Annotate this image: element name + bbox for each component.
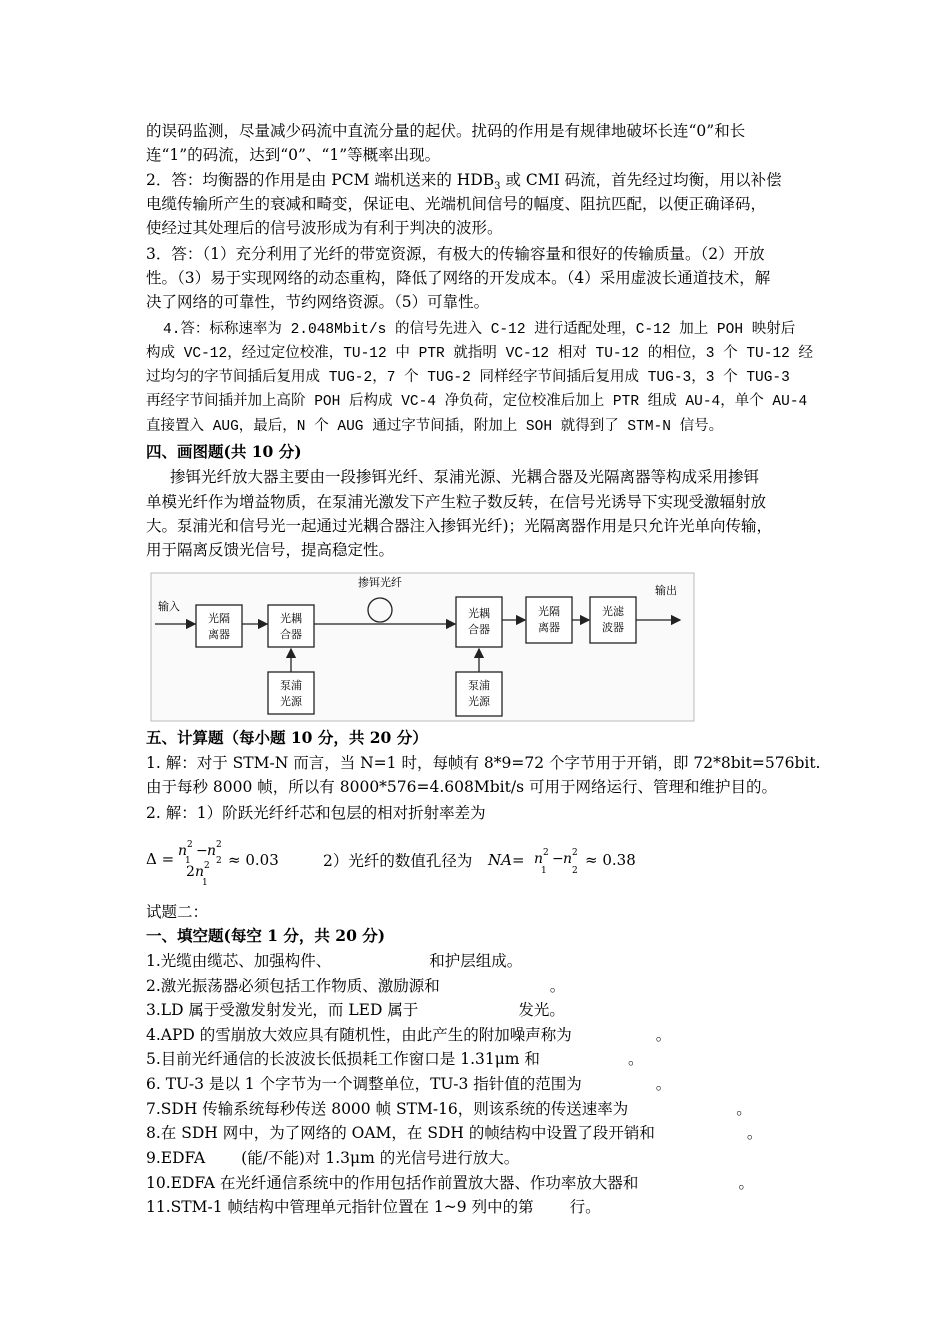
fill-in-heading: 一、填空题(每空 1 分，共 20 分) [146,926,386,945]
question-9: 9.EDFA (能/不能)对 1.3μm 的光信号进行放大。 [146,1149,520,1167]
answer-3-line: 性。（3）易于实现网络的动态重构，降低了网络的开发成本。（4）采用虚波长通道技术，解 [146,269,771,287]
isolator-2-label-line1: 光隔 [538,605,560,618]
document-page: 的误码监测，尽量减少码流中直流分量的起伏。扰码的作用是有规律地破坏长连“0”和长 连“1”的码流，达到“0”、“1”等概率出现。 2．答：均衡器的作用是由 PCM 端机送来的 $HDB_3$ 或 CMI 码流，首先经过均衡，用以补偿 电缆传输所产生的衰减和畸变，保证电、光端机间信号的幅度、阻抗匹配，以便正确译码， 使经过其处理后的信号波形成为有利于判决的波形。 3．答：（1）充分利用了光纤的带宽资源，有极大的传输容量和很好的传输质量。（2）开放 性。（3）易于实现网络的动态重构，降低了网络的开发成本。（4）采用虚波长通道技术，解 决了网络的可靠性，节约网络资源。（5）可靠性。 4.答：标称速率为 2.048Mbit/s 的信号先进入 C-12 进行适配处理，C-12 加上 POH 映射后 构成 VC-12，经过定位校准，TU-12 中 PTR 就指明 VC-12 相对 TU-12 的相位，3 个 TU-12 经 过均匀的字节间插后复用成 TUG-2，7 个 TUG-2 同样经字节间插后复用成 TUG-3，3 个 TUG-3 再经字节间插并加上高阶 POH 后构成 VC-4 净负荷，定位校准后加上 PTR 组成 AU-4，单个 AU-4 直接置入 AUG，最后，N 个 AUG 通过字节间插，附加上 SOH 就得到了 STM-N 信号。 四、画图题(共 10 分) 掺铒光纤放大器主要由一段掺铒光纤、泵浦光源、光耦合器及光隔离器等构成采用掺铒 单模光纤作为增益物质，在泵浦光激发下产生粒子数反转，在信号光诱导下实现受激辐射放 大。泵浦光和信号光一起通过光耦合器注入掺铒光纤)；光隔离器作用是只允许光单向传输， 用于隔离反馈光信号，提高稳定性。 输入 光隔 离器 光耦 合器 泵浦 光源 掺铒光纤 光耦 合器 泵浦 光源 光隔 离器 光滤 波器 输出 五、计算题（每小题 10 分，共 20 分） 1. 解：对于 STM-N 而言，当 N=1 时，每帧有 8*9=72 个字节用于开销，即 72*8bit=576bit. 由于每秒 8000 帧，所以有 8000*576=4.608Mbit/s 可用于网络运行、管理和维护目的。 2. 解：1）阶跃光纤纤芯和包层的相对折射率差为 Δ = n 2 1 − n 2 2 2 n 2 1 ≈ 0.03 2）光纤的数值孔径为 NA = n 2 1 − n 2 2 ≈ 0.38 试题二： 一、填空题(每空 1 分，共 20 分) 1.光缆由缆芯、加强构件、 和护层组成。 2.激光振荡器必须包括工作物质、激励源和 。 3.LD 属于受激发射发光，而 LED 属于 发光。 4.APD 的雪崩放大效应具有随机性，由此产生的附加噪声称为 。 5.目前光纤通信的长波波长低损耗工作窗口是 1.31μm 和 。 6. TU-3 是以 1 个字节为一个调整单位，TU-3 指针值的范围为 。 7.SDH 传输系统每秒传送 8000 帧 STM-16，则该系统的传送速率为 。 8.在 SDH 网中，为了网络的 OAM，在 SDH 的帧结构中设置了段开销和 。 9.EDFA (能/不能)对 1.3μm 的光信号进行放大。 10.EDFA 在光纤通信系统中的作用包括作前置放大器、作功率放大器和 。 11.STM-1 帧结构中管理单元指针位置在 1~9 列中的第 行。 [146,122,821,1216]
answer-text-line: 的误码监测，尽量减少码流中直流分量的起伏。扰码的作用是有规律地破坏长连“0”和长 [146,122,746,140]
pump-1-label-line2: 光源 [280,695,302,708]
question-1: 1.光缆由缆芯、加强构件、 和护层组成。 [146,952,523,970]
section-4-paragraph-line: 单模光纤作为增益物质，在泵浦光激发下产生粒子数反转，在信号光诱导下实现受激辐射放 [146,493,767,511]
isolator-2-label-line2: 离器 [538,621,560,634]
coupler-2-label-line1: 光耦 [468,607,490,620]
diagram-input-label: 输入 [158,600,180,613]
section-4-paragraph-line: 掺铒光纤放大器主要由一段掺铒光纤、泵浦光源、光耦合器及光隔离器等构成采用掺铒 [170,468,760,486]
optical-filter [590,597,636,643]
pump-2-label-line1: 泵浦 [468,679,490,692]
pump-1-label-line1: 泵浦 [280,679,302,692]
optical-isolator-2 [526,597,572,643]
question-2: 2.激光振荡器必须包括工作物质、激励源和 。 [146,977,566,995]
section-4-paragraph-line: 大。泵浦光和信号光一起通过光耦合器注入掺铒光纤)；光隔离器作用是只允许光单向传输， [146,517,773,535]
optical-coupler-2 [456,597,502,647]
answer-4-line: 构成 VC-12，经过定位校准，TU-12 中 PTR 就指明 VC-12 相对 TU-12 的相位，3 个 TU-12 经 [146,346,814,362]
diagram-output-label: 输出 [655,584,677,597]
answer-2-line: 2．答：均衡器的作用是由 PCM 端机送来的 $HDB_3$ 或 CMI 码流，首先经过均衡，用以补偿 [146,171,782,193]
question-6: 6. TU-3 是以 1 个字节为一个调整单位，TU-3 指针值的范围为 。 [146,1075,672,1093]
filter-label-line2: 波器 [602,621,624,634]
answer-4-line: 直接置入 AUG，最后，N 个 AUG 通过字节间插，附加上 SOH 就得到了 STM-N 信号。 [146,419,724,435]
answer-4-line: 再经字节间插并加上高阶 POH 后构成 VC-4 净负荷，定位校准后加上 PTR 组成 AU-4，单个 AU-4 [146,394,808,410]
isolator-1-label-line1: 光隔 [208,612,230,625]
question-3: 3.LD 属于受激发射发光，而 LED 属于 发光。 [146,1001,565,1019]
coupler-1-label-line2: 合器 [280,628,302,641]
answer-text-line: 连“1”的码流，达到“0”、“1”等概率出现。 [146,146,441,164]
question-11: 11.STM-1 帧结构中管理单元指针位置在 1~9 列中的第 行。 [146,1198,601,1216]
equation-delta-result: ≈ 0.03 [228,851,279,869]
answer-2-line: 使经过其处理后的信号波形成为有利于判决的波形。 [146,219,503,237]
answer-3-line: 决了网络的可靠性，节约网络资源。（5）可靠性。 [146,293,490,311]
section-4-paragraph-line: 用于隔离反馈光信号，提高稳定性。 [146,541,395,559]
pump-2-label-line2: 光源 [468,695,490,708]
calc-2-line: 2. 解：1）阶跃光纤纤芯和包层的相对折射率差为 [146,804,486,822]
question-4: 4.APD 的雪崩放大效应具有随机性，由此产生的附加噪声称为 。 [146,1026,672,1044]
erbium-fiber-label: 掺铒光纤 [358,576,402,589]
equation-na-result: ≈ 0.38 [585,851,636,869]
section-5-heading: 五、计算题（每小题 10 分，共 20 分） [146,728,428,747]
question-7: 7.SDH 传输系统每秒传送 8000 帧 STM-16，则该系统的传送速率为 。 [146,1100,752,1118]
edfa-block-diagram [150,572,695,722]
answer-3-line: 3．答：（1）充分利用了光纤的带宽资源，有极大的传输容量和很好的传输质量。（2）开放 [146,245,765,263]
calc-1-line: 1. 解：对于 STM-N 而言，当 N=1 时，每帧有 8*9=72 个字节用于开销，即 72*8bit=576bit. [146,754,821,772]
question-8: 8.在 SDH 网中，为了网络的 OAM，在 SDH 的帧结构中设置了段开销和 。 [146,1124,763,1142]
calc-1-line: 由于每秒 8000 帧，所以有 8000*576=4.608Mbit/s 可用于网络运行、管理和维护目的。 [146,778,777,796]
equation-na-label: 2）光纤的数值孔径为 [323,852,473,870]
isolator-1-label-line2: 离器 [208,628,230,641]
section-4-heading: 四、画图题(共 10 分) [146,442,302,461]
question-5: 5.目前光纤通信的长波波长低损耗工作窗口是 1.31μm 和 。 [146,1050,644,1068]
part-2-title: 试题二： [146,903,209,921]
filter-label-line1: 光滤 [602,605,624,618]
answer-4-line: 4.答：标称速率为 2.048Mbit/s 的信号先进入 C-12 进行适配处理，C-12 加上 POH 映射后 [163,322,796,338]
coupler-2-label-line2: 合器 [468,623,490,636]
answer-2-line: 电缆传输所产生的衰减和畸变，保证电、光端机间信号的幅度、阻抗匹配，以便正确译码， [146,195,767,213]
question-10: 10.EDFA 在光纤通信系统中的作用包括作前置放大器、作功率放大器和 。 [146,1174,754,1192]
coupler-1-label-line1: 光耦 [280,612,302,625]
answer-4-line: 过均匀的字节间插后复用成 TUG-2，7 个 TUG-2 同样经字节间插后复用成 TUG-3，3 个 TUG-3 [146,370,790,386]
